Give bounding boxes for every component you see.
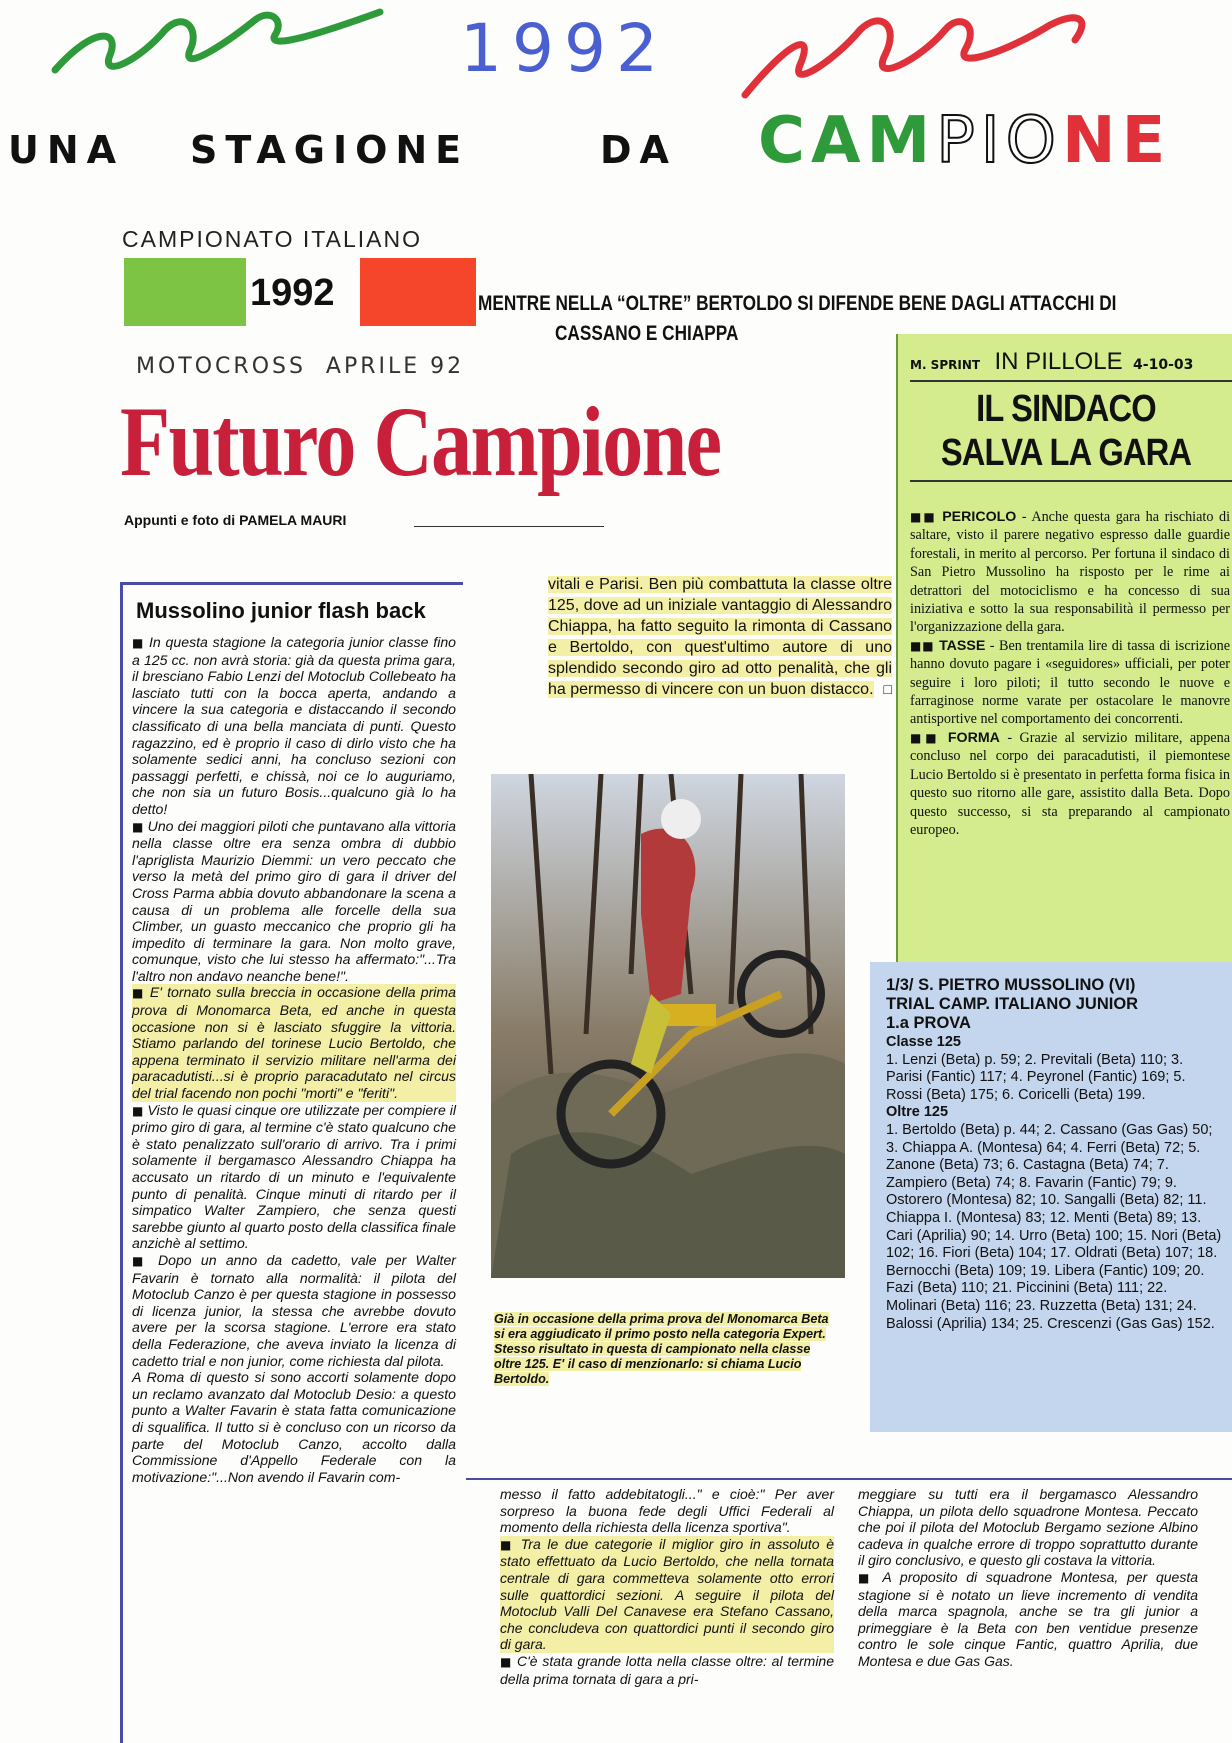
header-subtitle-line2: CASSANO E CHIAPPA: [555, 322, 739, 345]
photo-caption-text: Già in occasione della prima prova del Monomarca Beta si era aggiudicato il primo posto nella categoria Expert. Stesso risultato in questa di campionato nella classe oltre 125. E' il caso di menzionarlo: si chiama Lucio Bertoldo.: [494, 1312, 829, 1386]
results-title: [886, 976, 1230, 1033]
pillole-item-key: TASSE: [939, 637, 986, 654]
pillole-items: ■■ PERICOLO - Anche questa gara ha rischiato di saltare, visto il parere negativo espresso dalle guardie forestali, in merito al percorso. Per fortuna il sindaco di San Pietro Mussolino ha risposto per le rime ai detrattori del motociclismo e ha concesso di sua iniziativa e sotto la sua responsabilità il permesso per l'organizzazione della gara. ■■ TASSE - Ben trentamila lire di tassa di iscrizione hanno dovuto pagare i «seguidores» ufficiali, per poter seguire i loro piloti; il tutto secondo le nuove e farraginose norme varate per ostacolare le manovre antisportive nel comportamento dei concorrenti. ■■ FORMA - Grazie al servizio militare, appena concluso nel corpo dei paracadutisti, il piemontese Lucio Bertoldo si è presentato in perfetta forma fisica in questo suo ritorno alle gare, assistito dalla Beta. Dopo questo successo, si sta preparando al campionato europeo.: [910, 509, 1231, 838]
results-title-line1: 1/3/ S. PIETRO MUSSOLINO (VI): [886, 976, 1136, 994]
pillole-item-text: - Grazie al servizio militare, appena concluso nel corpo dei paracadutisti, il piemontese Lucio Bertoldo si è presentato in perfetta forma fisica in questo suo ritorno alle gare, assistito dalla Beta. Dopo questo successo, si sta preparando al campionato europeo.: [910, 729, 1230, 838]
pillole-item-text: - Ben trentamila lire di tassa di iscrizione hanno dovuto pagare i «seguidores» ufficiali, per poter seguire i loro piloti; il tutto secondo le nuove e farraginose norme varate per ostacolare le manovre antisportive nel comportamento dei concorrenti.: [910, 637, 1231, 728]
left-paragraph: E' tornato sulla breccia in occasione della prima prova di Monomarca Beta, ed anche in questa occasione non si è lasciato sfuggire la vittoria. Stiamo parlando del torinese Lucio Bertoldo, che appena terminato il servizio militare nell'arma dei paracadutisti...si è proprio paracadutato nel circus del trial facendo non pochi "morti" e "feriti".: [132, 984, 457, 1102]
photo-caption: [494, 1312, 838, 1387]
left-paragraph: In questa stagione la categoria junior classe fino a 125 cc. non avrà storia: già da questa prima gara, il bresciano Fabio Lenzi del Motoclub Collebeato ha lasciato tutti con la bocca aperta, andando a vincere la sua categoria e distaccando il secondo classificato di una bella manciata di punti. Questo ragazzino, ed è proprio il caso di dirlo visto che ha solamente sedici anni, ha concluso sezioni con passaggi perfetti, e chissà, noi ce lo auguriamo, che non sia un futuro Bosis...qualcuno già lo ha detto!: [132, 634, 456, 817]
end-mark: □: [883, 681, 892, 697]
scrapbook-title-campione: [758, 104, 1171, 178]
supertitle: CAMPIONATO ITALIANO: [122, 226, 422, 252]
headline: Futuro Campione: [120, 386, 721, 497]
pillole-headline-rule: [910, 480, 1232, 482]
title-part-outline: PIO: [936, 104, 1063, 178]
results-title-line2: TRIAL CAMP. ITALIANO JUNIOR: [886, 995, 1139, 1013]
helmet-icon: [661, 799, 701, 839]
red-scribble: [745, 18, 1082, 95]
pillole-item-key: PERICOLO: [942, 509, 1017, 525]
byline: [124, 512, 346, 528]
header-subtitle-line1: MENTRE NELLA “OLTRE” BERTOLDO SI DIFENDE BENE DAGLI ATTACCHI DI: [478, 292, 1117, 315]
byline-prefix: Appunti e foto di: [124, 512, 240, 528]
results-box: [870, 962, 1232, 1432]
results-title-line3: 1.a PROVA: [886, 1014, 971, 1032]
pillole-headline-line2: SALVA LA GARA: [940, 432, 1192, 474]
pillole-box: [896, 334, 1232, 966]
scrapbook-title-word-3: DA: [600, 128, 677, 172]
results-class1: 1. Lenzi (Beta) p. 59; 2. Previtali (Beta) 110; 3. Parisi (Fantic) 117; 4. Peyronel (Fantic) 169; 5. Rossi (Beta) 175; 6. Coricelli (Beta) 199.: [886, 1051, 1186, 1103]
bottom-col2-p1: meggiare su tutti era il bergamasco Alessandro Chiappa, un pilota dello squadrone Montesa. Peccato che poi il pilota del Motoclub Bergamo sezione Albino cadeva in qualche errore di troppo soprattutto durante il giro conclusivo, e questo gli costava la vittoria.: [858, 1486, 1198, 1569]
pillole-note-left: M. SPRINT: [910, 358, 981, 372]
pillole-headline-line1: IL SINDACO: [976, 388, 1156, 430]
bottom-col1-p2: Tra le due categorie il miglior giro in assoluto è stato effettuato da Lucio Bertoldo, che nella tornata centrale di gara commetteva solamente otto errori sulle quattordici sezioni. A seguire il pilota del Motoclub Valli Del Canavese era Stefano Cassano, che concludeva con quattordici punti il secondo giro di gara.: [500, 1535, 835, 1653]
scrapbook-title-word-1: UNA: [8, 128, 125, 172]
results-class2: 1. Bertoldo (Beta) p. 44; 2. Cassano (Gas Gas) 50; 3. Chiappa A. (Montesa) 64; 4. Ferri (Beta) 72; 5. Zanone (Beta) 73; 6. Castagna (Beta) 74; 7. Zampiero (Beta) 74; 8. Favarin (Fantic) 79; 9. Ostorero (Montesa) 82; 10. Sangalli (Beta) 82; 11. Chiappa I. (Montesa) 83; 12. Menti (Beta) 89; 13. Cari (Aprilia) 90; 14. Urro (Beta) 100; 15. Nori (Beta) 102; 16. Fiori (Beta) 104; 17. Oldrati (Beta) 107; 18. Bernocchi (Beta) 109; 19. Libera (Fantic) 109; 20. Fazi (Beta) 110; 21. Piccinini (Beta) 111; 22. Molinari (Beta) 116; 23. Ruzzetta (Beta) 131; 24. Balossi (Aprilia) 134; 25. Crescenzi (Gas Gas) 152.: [886, 1121, 1222, 1332]
left-paragraph: Dopo un anno da cadetto, vale per Walter Favarin è tornato alla normalità: il pilota del Motoclub Canzo è per questa stagione in possesso di licenza junior, la stessa che avrebbe dovuto avere per la scorsa stagione. L'errore era stato della Federazione, che aveva inviato la licenza di cadetto trial e non junior, come richiesta dal pilota.: [132, 1251, 456, 1369]
red-color-block: [360, 258, 476, 326]
scrapbook-year: 1992: [460, 10, 668, 87]
pillole-item-key: FORMA: [947, 729, 1000, 746]
byline-author: PAMELA MAURI: [239, 512, 347, 528]
results-body: [886, 1034, 1222, 1333]
bottom-column-1: messo il fatto addebitatogli..." e cioè:" Per aver sorpreso la buona fede degli Uffici Federali al momento della richiesta della licenza sportiva". ■ Tra le due categorie il miglior giro in assoluto è stato effettuato da Lucio Bertoldo, che nella tornata centrale di gara commetteva solamente otto errori sulle quattordici sezioni. A seguire il pilota del Motoclub Valli Del Canavese era Stefano Cassano, che concludeva con quattordici punti il secondo giro di gara. ■ C'è stata grande lotta nella classe oltre: al termine della prima tornata di gara a pri-: [500, 1486, 835, 1687]
left-article-title: Mussolino junior flash back: [136, 598, 426, 623]
pillole-header: [910, 348, 1232, 376]
results-class1-label: Classe 125: [886, 1034, 961, 1050]
pillole-heading: IN PILLOLE: [994, 348, 1123, 375]
mid-article-top: [548, 574, 892, 700]
pillole-item-text: - Anche questa gara ha rischiato di saltare, visto il parere negativo espresso dalle guardie forestali, in merito al percorso. Per fortuna il sindaco di San Pietro Mussolino ha risposto per le rime ai detrattori del motociclismo e ha concesso di sua iniziativa e sotto la sua responsabilità il permesso per l'organizzazione della gara.: [910, 509, 1231, 636]
pillole-note-right: 4-10-03: [1133, 357, 1194, 373]
mid-article-text: vitali e Parisi. Ben più combattuta la classe oltre 125, dove ad un iniziale vantaggio di Alessandro Chiappa, ha fatto seguito la rimonta di Cassano e Bertoldo, con quest'ultimo autore di uno splendido secondo giro ad otto penalità, che gli ha permesso di vincere con un buon distacco.: [548, 576, 892, 698]
results-class2-label: Oltre 125: [886, 1104, 949, 1121]
bottom-col1-p1: messo il fatto addebitatogli..." e cioè:" Per aver sorpreso la buona fede degli Uffici Federali al momento della richiesta della licenza sportiva".: [500, 1486, 834, 1536]
left-paragraph: Uno dei maggiori piloti che puntavano alla vittoria nella classe oltre era senza ombra di dubbio l'apriglista Maurizio Diemmi: un vero peccato che verso la metà del primo giro di gara il driver del Cross Parma abbia dovuto abbandonare la scena a causa di un problema alle forcelle della sua Climber, un guasto meccanico che proprio gli ha impedito di terminare la gara. Non molto grave, comunque, visto che lui stesso ha affermato:"...Tra l'altro non andavo neanche bene!".: [132, 817, 457, 984]
bottom-rule: [466, 1478, 1232, 1480]
title-part-green: CAM: [758, 104, 937, 178]
title-part-red: NE: [1062, 104, 1172, 178]
green-color-block: [124, 258, 246, 326]
left-paragraph: Visto le quasi cinque ore utilizzate per compiere il primo giro di gara, al termine c'è stato qualcuno che è stato penalizzato sull'orario di arrivo. Tra i primi solamente il bergamasco Alessandro Chiappa ha accusato un ritardo di un minuto e l'equivalente punto di penalità. Cinque minuti di ritardo per il simpatico Walter Zampiero, che senza questi sarebbe giunto al quarto posto della classifica finale anzichè al settimo.: [132, 1101, 456, 1252]
green-scribble: [55, 12, 380, 70]
byline-rule: [414, 526, 604, 527]
left-paragraph: A Roma di questo si sono accorti solamente dopo un reclamo avanzato dal Motoclub Desio: a questo punto a Walter Favarin è stata fatta comunicazione di squalifica. Il tutto si è concluso con un ricorso da parte del Motoclub Canzo, accolto dalla Commissione d'Appello Federale con la motivazione:"...Non avendo il Favarin com-: [132, 1369, 456, 1485]
bottom-col2-p2: A proposito di squadrone Montesa, per questa stagione si è notato un lieve incremento di vendita della marca spagnola, anche se tra gli junior a primeggiare è la Beta con ben ventidue presenze contro le sole cinque Fantic, quattro Aprilia, due Montesa e due Gas Gas.: [858, 1568, 1198, 1669]
trial-rider-photo: [491, 774, 845, 1278]
left-article-body: ■ In questa stagione la categoria junior classe fino a 125 cc. non avrà storia: già da questa prima gara, il bresciano Fabio Lenzi del Motoclub Collebeato ha lasciato tutti con la bocca aperta, andando a vincere la sua categoria e distaccando il secondo classificato di una bella manciata di punti. Questo ragazzino, ed è proprio il caso di dirlo visto che ha solamente sedici anni, ha concluso sezioni con passaggi perfetti, e chissà, noi ce lo auguriamo, che non sia un futuro Bosis...qualcuno già lo ha detto! ■ Uno dei maggiori piloti che puntavano alla vittoria nella classe oltre era senza ombra di dubbio l'apriglista Maurizio Diemmi: un vero peccato che verso la metà del primo giro di gara il driver del Cross Parma abbia dovuto abbandonare la scena a causa di un problema alle forcelle della sua Climber, un guasto meccanico che proprio gli ha impedito di terminare la gara. Non molto grave, comunque, visto che lui stesso ha affermato:"...Tra l'altro non andavo neanche bene!". ■ E' tornato sulla breccia in occasione della prima prova di Monomarca Beta, ed anche in questa occasione non si è lasciato sfuggire la vittoria. Stiamo parlando del torinese Lucio Bertoldo, che appena terminato il servizio militare nell'arma dei paracadutisti...si è proprio paracadutato nel circus del trial facendo non pochi "morti" e "feriti". ■ Visto le quasi cinque ore utilizzate per compiere il primo giro di gara, al termine c'è stato qualcuno che è stato penalizzato sull'orario di arrivo. Tra i primi solamente il bergamasco Alessandro Chiappa ha accusato un ritardo di un minuto e l'equivalente punto di penalità. Cinque minuti di ritardo per il simpatico Walter Zampiero, che senza questi sarebbe giunto al quarto posto della classifica finale anzichè al settimo. ■ Dopo un anno da cadetto, vale per Walter Favarin è tornato alla normalità: il pilota del Motoclub Canzo è per questa stagione in possesso di licenza junior, la stessa che avrebbe dovuto avere per la scorsa stagione. L'errore era stato della Federazione, che aveva inviato la licenza di cadetto trial e non junior, come richiesta dal pilota. A Roma di questo si sono accorti solamente dopo un reclamo avanzato dal Motoclub Desio: a questo punto a Walter Favarin è stata fatta comunicazione di squalifica. Il tutto si è concluso con un ricorso da parte del Motoclub Canzo, accolto dalla Commissione d'Appello Federale con la motivazione:"...Non avendo il Favarin com-: [132, 634, 457, 1485]
header-year: 1992: [250, 272, 335, 314]
clip-note: MOTOCROSS APRILE 92: [136, 354, 465, 379]
pillole-header-rule: [910, 380, 1232, 382]
bottom-column-2: meggiare su tutti era il bergamasco Alessandro Chiappa, un pilota dello squadrone Montesa. Peccato che poi il pilota del Motoclub Bergamo sezione Albino cadeva in qualche errore di troppo soprattutto durante il giro conclusivo, e questo gli costava la vittoria. ■ A proposito di squadrone Montesa, per questa stagione si è notato un lieve incremento di vendita della marca spagnola, anche se tra gli junior a primeggiare è la Beta con ben ventidue presenze contro le sole cinque Fantic, quattro Aprilia, due Montesa e due Gas Gas.: [858, 1486, 1198, 1669]
scrapbook-title-word-2: STAGIONE: [190, 128, 470, 172]
bottom-col1-p3: C'è stata grande lotta nella classe oltre: al termine della prima tornata di gara a pri-: [500, 1652, 835, 1687]
